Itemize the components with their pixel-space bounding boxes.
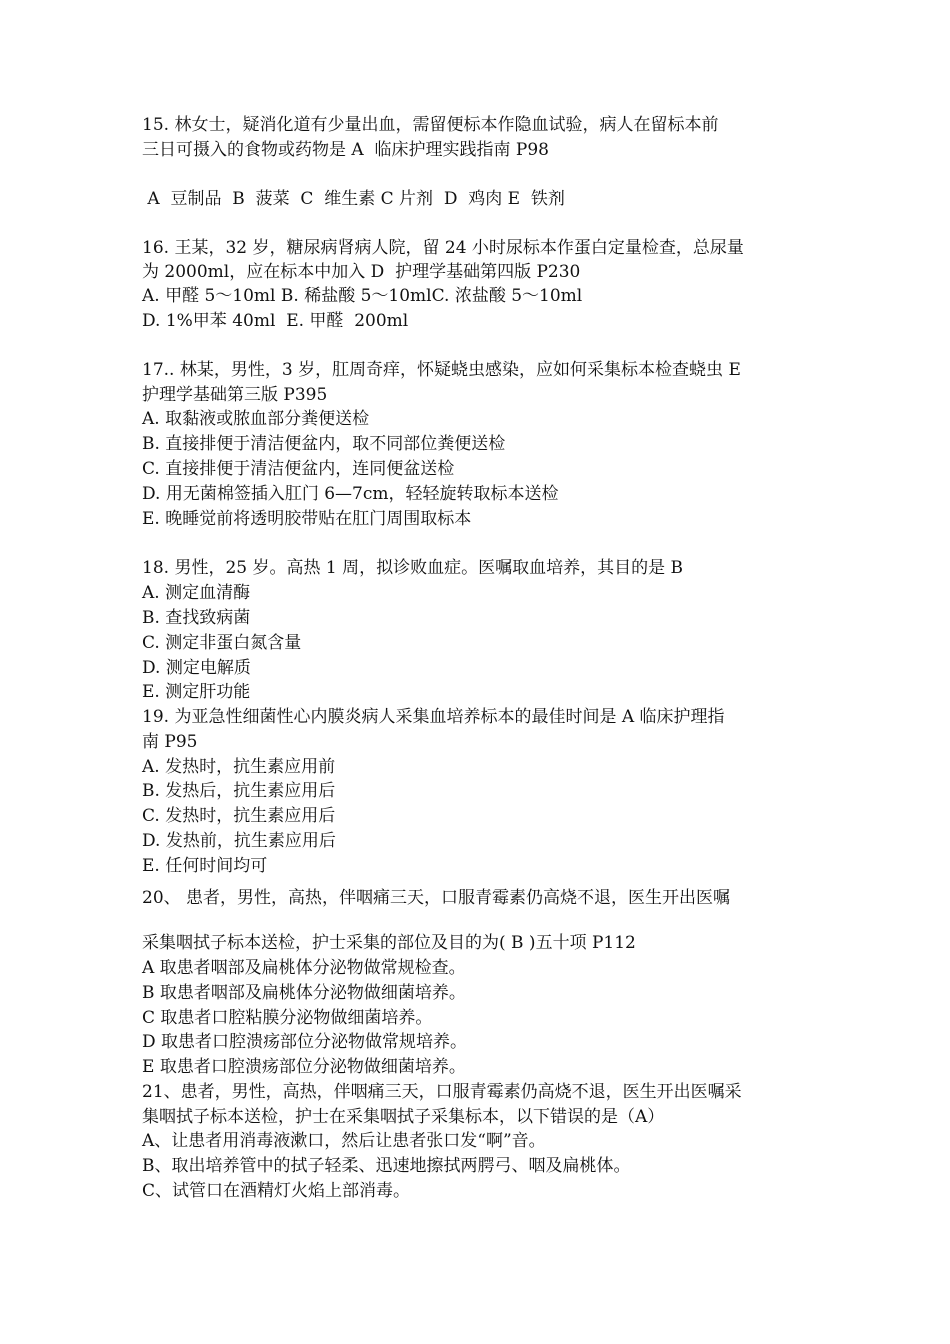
- q17-option-b: B. 直接排便于清洁便盆内，取不同部位粪便送检: [142, 434, 506, 454]
- q21-option-a: A、让患者用消毒液漱口，然后让患者张口发“啊”音。: [142, 1131, 546, 1151]
- q17-stem-line2: 护理学基础第三版 P395: [142, 385, 328, 405]
- q20-option-b: B 取患者咽部及扁桃体分泌物做细菌培养。: [142, 983, 466, 1003]
- q16-stem-line2: 为 2000ml，应在标本中加入 D 护理学基础第四版 P230: [142, 262, 581, 282]
- q18-option-d: D. 测定电解质: [142, 658, 251, 678]
- q21-stem-line2: 集咽拭子标本送检，护士在采集咽拭子采集标本，以下错误的是（A）: [142, 1107, 665, 1127]
- q15-stem-line1: 15. 林女士，疑消化道有少量出血，需留便标本作隐血试验，病人在留标本前: [142, 115, 719, 135]
- q18-option-b: B. 查找致病菌: [142, 608, 251, 628]
- q19-option-c: C. 发热时，抗生素应用后: [142, 806, 336, 826]
- q20-option-c: C 取患者口腔粘膜分泌物做细菌培养。: [142, 1008, 433, 1028]
- q19-stem-line1: 19. 为亚急性细菌性心内膜炎病人采集血培养标本的最佳时间是 A 临床护理指: [142, 707, 725, 727]
- q17-stem-line1: 17.. 林某，男性，3 岁，肛周奇痒，怀疑蛲虫感染，应如何采集标本检查蛲虫 E: [142, 360, 741, 380]
- q17-option-e: E. 晚睡觉前将透明胶带贴在肛门周围取标本: [142, 509, 472, 529]
- q18-option-c: C. 测定非蛋白氮含量: [142, 633, 302, 653]
- q21-stem-line1: 21、患者，男性，高热，伴咽痛三天，口服青霉素仍高烧不退，医生开出医嘱采: [142, 1082, 742, 1102]
- q20-stem-line2: 采集咽拭子标本送检，护士采集的部位及目的为( B )五十项 P112: [142, 933, 636, 953]
- q16-options-line1: A. 甲醛 5～10ml B. 稀盐酸 5～10mlC. 浓盐酸 5～10ml: [142, 286, 583, 306]
- q20-option-d: D 取患者口腔溃疡部位分泌物做常规培养。: [142, 1032, 468, 1052]
- q20-option-a: A 取患者咽部及扁桃体分泌物做常规检查。: [142, 958, 466, 978]
- q18-option-e: E. 测定肝功能: [142, 682, 251, 702]
- q16-options-line2: D. 1%甲苯 40ml E. 甲醛 200ml: [142, 311, 409, 331]
- q21-option-c: C、试管口在酒精灯火焰上部消毒。: [142, 1181, 411, 1201]
- q19-option-a: A. 发热时，抗生素应用前: [142, 757, 336, 777]
- q21-option-b: B、取出培养管中的拭子轻柔、迅速地擦拭两腭弓、咽及扁桃体。: [142, 1156, 631, 1176]
- q19-option-b: B. 发热后，抗生素应用后: [142, 781, 336, 801]
- q16-stem-line1: 16. 王某，32 岁，糖尿病肾病人院，留 24 小时尿标本作蛋白定量检查，总尿量: [142, 238, 744, 258]
- q15-options: A 豆制品 B 菠菜 C 维生素 C 片剂 D 鸡肉 E 铁剂: [142, 189, 565, 209]
- q20-option-e: E 取患者口腔溃疡部位分泌物做细菌培养。: [142, 1057, 466, 1077]
- q19-option-d: D. 发热前，抗生素应用后: [142, 831, 336, 851]
- q18-option-a: A. 测定血清酶: [142, 583, 251, 603]
- q17-option-c: C. 直接排便于清洁便盆内，连同便盆送检: [142, 459, 455, 479]
- q17-option-a: A. 取黏液或脓血部分粪便送检: [142, 409, 370, 429]
- q20-stem-line1: 20、 患者，男性，高热，伴咽痛三天，口服青霉素仍高烧不退，医生开出医嘱: [142, 888, 731, 908]
- q18-stem: 18. 男性，25 岁。高热 1 周，拟诊败血症。医嘱取血培养，其目的是 B: [142, 558, 683, 578]
- q19-stem-line2: 南 P95: [142, 732, 198, 752]
- q17-option-d: D. 用无菌棉签插入肛门 6—7cm，轻轻旋转取标本送检: [142, 484, 559, 504]
- q15-stem-line2: 三日可摄入的食物或药物是 A 临床护理实践指南 P98: [142, 140, 549, 160]
- q19-option-e: E. 任何时间均可: [142, 856, 268, 876]
